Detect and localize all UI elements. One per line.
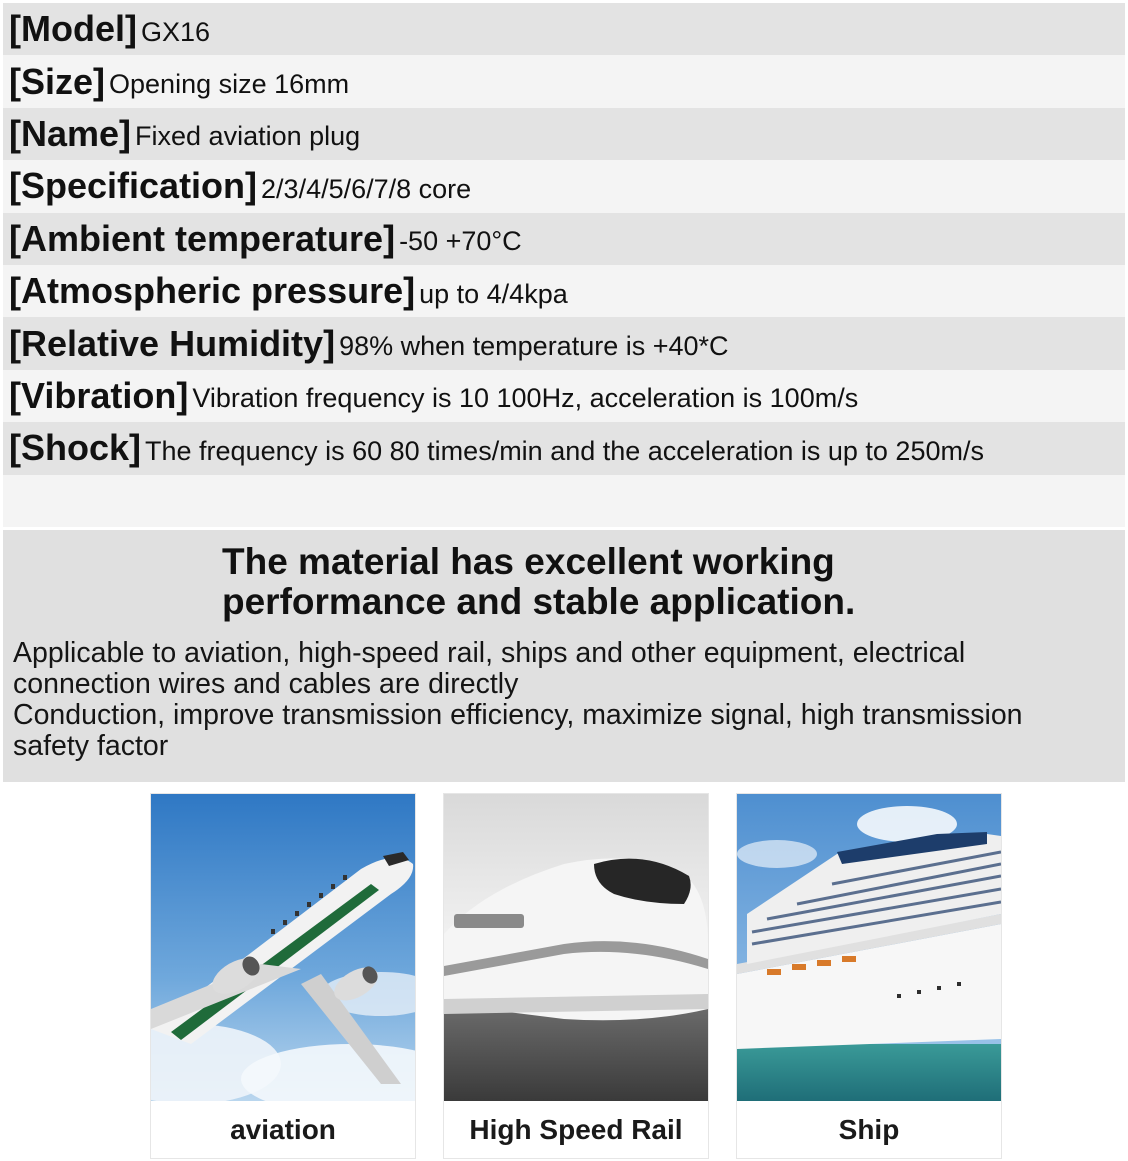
spec-label: [Ambient temperature] xyxy=(9,217,396,259)
card-caption: Ship xyxy=(838,1114,900,1145)
feature-body-line: connection wires and cables are directly xyxy=(13,668,519,700)
feature-heading-line: The material has excellent working xyxy=(222,541,835,582)
feature-body-line: safety factor xyxy=(13,730,169,762)
spec-row-blank xyxy=(3,475,1125,527)
spec-label: [Atmospheric pressure] xyxy=(9,270,416,312)
card-caption: High Speed Rail xyxy=(469,1114,683,1145)
spec-row-shock xyxy=(3,422,1125,474)
train-photo xyxy=(444,794,708,1101)
application-cards xyxy=(0,793,1128,1161)
spec-row-specification xyxy=(3,160,1125,212)
spec-label: [Specification] xyxy=(9,165,258,207)
spec-value: GX16 xyxy=(140,16,211,47)
feature-heading xyxy=(222,542,855,622)
spec-value: -50 +70°C xyxy=(399,226,522,257)
spec-row-ambient-temperature xyxy=(3,213,1125,265)
airplane-photo xyxy=(151,794,415,1101)
spec-table xyxy=(3,3,1125,527)
spec-label: [Name] xyxy=(9,112,132,154)
spec-label: [Shock] xyxy=(9,427,142,469)
spec-label: [Vibration] xyxy=(9,374,189,416)
spec-row-relative-humidity xyxy=(3,317,1125,369)
spec-row-atmospheric-pressure xyxy=(3,265,1125,317)
card-ship xyxy=(736,793,1002,1159)
spec-value: Fixed aviation plug xyxy=(135,121,361,152)
spec-value: 2/3/4/5/6/7/8 core xyxy=(261,173,472,204)
feature-body-line: Conduction, improve transmission efficiency, maximize signal, high transmission xyxy=(13,699,1023,731)
spec-value: The frequency is 60 80 times/min and the acceleration is up to 250m/s xyxy=(145,435,984,466)
spec-row-name xyxy=(3,108,1125,160)
feature-body-line: Applicable to aviation, high-speed rail, ships and other equipment, electrical xyxy=(13,637,966,669)
spec-row-vibration xyxy=(3,370,1125,422)
spec-label: [Model] xyxy=(9,8,137,50)
card-aviation xyxy=(150,793,416,1159)
spec-label: [Relative Humidity] xyxy=(9,322,336,364)
feature-description xyxy=(13,638,1123,762)
spec-row-model xyxy=(3,3,1125,55)
feature-panel xyxy=(3,530,1125,782)
spec-value: Vibration frequency is 10 100Hz, acceleration is 100m/s xyxy=(192,383,859,414)
spec-value: 98% when temperature is +40*C xyxy=(339,331,729,362)
card-caption: aviation xyxy=(230,1114,336,1145)
spec-label: [Size] xyxy=(9,60,106,102)
feature-heading-line: performance and stable application. xyxy=(222,581,856,622)
spec-value: Opening size 16mm xyxy=(109,69,350,100)
spec-row-size xyxy=(3,55,1125,107)
card-high-speed-rail xyxy=(443,793,709,1159)
cruise-ship-photo xyxy=(737,794,1001,1101)
spec-value: up to 4/4kpa xyxy=(419,278,568,309)
